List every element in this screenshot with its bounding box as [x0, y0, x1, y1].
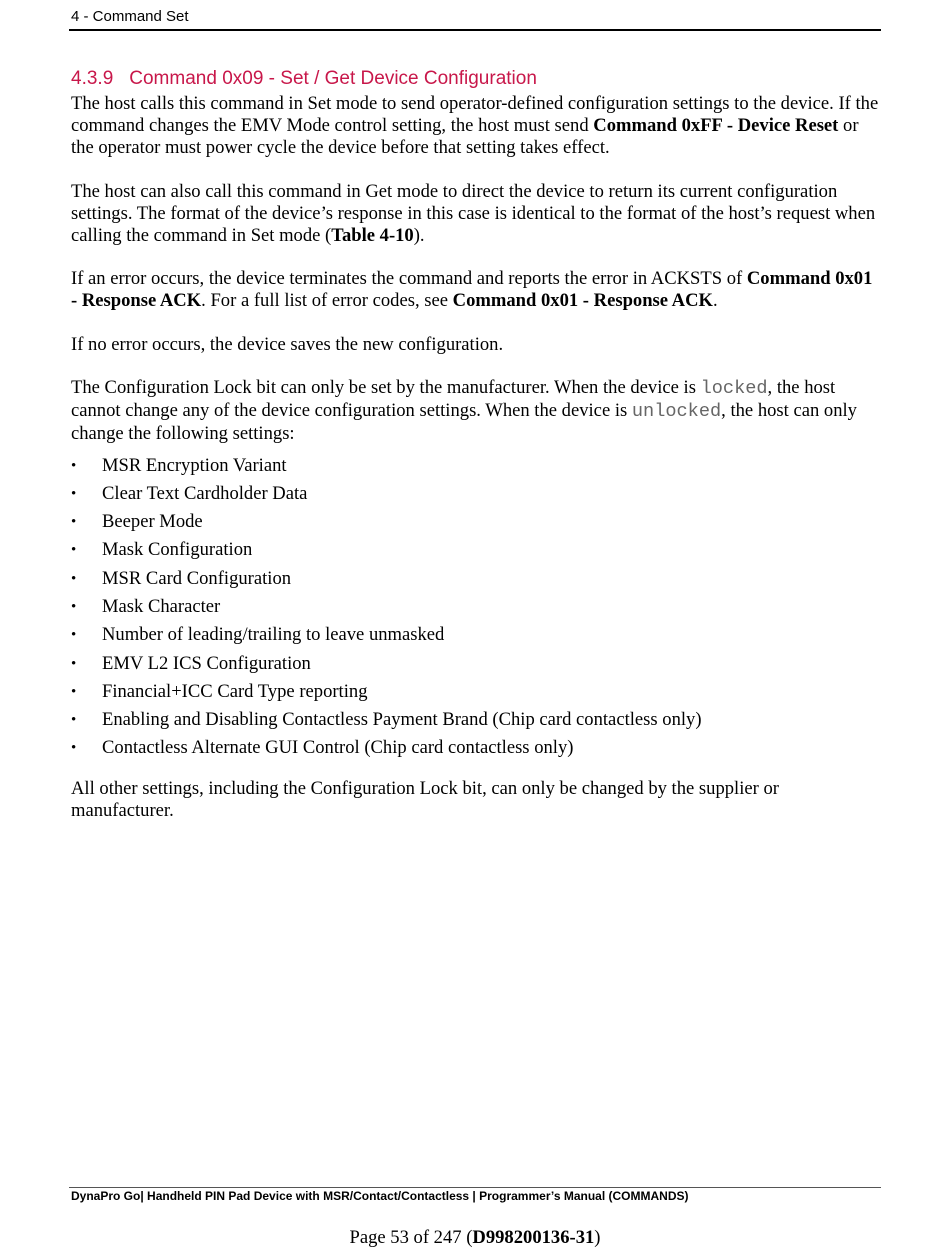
text-run: . For a full list of error codes, see — [201, 290, 453, 311]
text-run: The host calls this command in Set mode to send operator-defined configuration settings to the device. If the command changes the EMV Mode control setting, the host must send — [71, 93, 879, 136]
bullet-icon: • — [71, 570, 77, 587]
text-run: The host can also call this command in Get mode to direct the device to return its current configuration settings. The format of the device’s response in this case is identical to the format of the host’s request when calling the command in Set mode ( — [71, 180, 876, 246]
paragraph-lock — [71, 377, 883, 445]
list-item — [71, 734, 883, 762]
footer-document-title: DynaPro Go| Handheld PIN Pad Device with MSR/Contact/Contactless | Programmer’s Manual (COMMANDS) — [71, 1189, 689, 1203]
reference-response-ack: Command 0x01 - Response ACK — [71, 268, 873, 311]
bullet-icon: • — [71, 627, 77, 644]
list-item — [71, 593, 883, 621]
text-run: , the host cannot change any of the device configuration settings. When the device is — [71, 377, 836, 421]
list-item-label: Beeper Mode — [102, 511, 203, 533]
bullet-icon: • — [71, 485, 77, 502]
page-number — [0, 1227, 950, 1249]
running-header: 4 - Command Set — [71, 8, 189, 25]
bullet-icon: • — [71, 655, 77, 672]
body-text — [71, 93, 883, 843]
list-item-label: Financial+ICC Card Type reporting — [102, 680, 368, 702]
list-item-label: Mask Configuration — [102, 539, 253, 561]
paragraph-error — [71, 268, 883, 312]
bullet-icon: • — [71, 683, 77, 700]
paragraph-no-error: If no error occurs, the device saves the new configuration. — [71, 333, 504, 355]
footer-rule — [69, 1187, 881, 1188]
list-item-label: MSR Card Configuration — [102, 567, 292, 589]
list-item-label: Clear Text Cardholder Data — [102, 482, 308, 504]
document-number: D998200136-31 — [472, 1227, 595, 1248]
list-item — [71, 536, 883, 564]
text-run: If an error occurs, the device terminates the command and reports the error in ACKSTS of — [71, 268, 747, 289]
bullet-icon: • — [71, 514, 77, 531]
text-run: or the operator must power cycle the device before that setting takes effect. — [71, 115, 859, 158]
reference-device-reset: Command 0xFF - Device Reset — [593, 115, 839, 136]
text-run: , the host can only change the following settings: — [71, 400, 857, 444]
paragraph-set-mode — [71, 93, 883, 159]
text-run: . — [712, 290, 718, 311]
bullet-icon: • — [71, 712, 77, 729]
text-run: The Configuration Lock bit can only be set by the manufacturer. When the device is — [71, 377, 701, 398]
list-item-label: MSR Encryption Variant — [102, 454, 287, 476]
list-item — [71, 621, 883, 649]
list-item-label: Contactless Alternate GUI Control (Chip card contactless only) — [102, 737, 574, 759]
bullet-icon: • — [71, 542, 77, 559]
list-item — [71, 706, 883, 734]
list-item-label: Number of leading/trailing to leave unmasked — [102, 624, 445, 646]
reference-table: Table 4-10 — [331, 224, 414, 246]
list-item — [71, 565, 883, 593]
list-item — [71, 650, 883, 678]
page-number-text: Page 53 of 247 ( — [349, 1227, 473, 1248]
list-item-label: Mask Character — [102, 595, 221, 617]
bullet-icon: • — [71, 457, 77, 474]
code-locked: locked — [700, 378, 768, 399]
section-heading — [71, 68, 537, 90]
section-title: Command 0x09 - Set / Get Device Configuration — [129, 68, 537, 89]
text-run: ). — [413, 224, 425, 246]
list-item — [71, 452, 883, 480]
code-unlocked: unlocked — [631, 401, 722, 422]
list-item — [71, 480, 883, 508]
paragraph-other-settings: All other settings, including the Configuration Lock bit, can only be changed by the supplier or manufacturer. — [71, 777, 779, 821]
list-item — [71, 678, 883, 706]
paragraph-get-mode — [71, 181, 883, 247]
bullet-icon: • — [71, 598, 77, 615]
settings-list — [71, 452, 883, 763]
list-item — [71, 508, 883, 536]
list-item-label: Enabling and Disabling Contactless Payment Brand (Chip card contactless only) — [102, 709, 702, 731]
page-number-suffix: ) — [594, 1227, 601, 1248]
section-number: 4.3.9 — [71, 68, 114, 89]
reference-response-ack: Command 0x01 - Response ACK — [452, 290, 713, 311]
header-rule — [69, 29, 881, 31]
list-item-label: EMV L2 ICS Configuration — [102, 652, 311, 674]
bullet-icon: • — [71, 740, 77, 757]
